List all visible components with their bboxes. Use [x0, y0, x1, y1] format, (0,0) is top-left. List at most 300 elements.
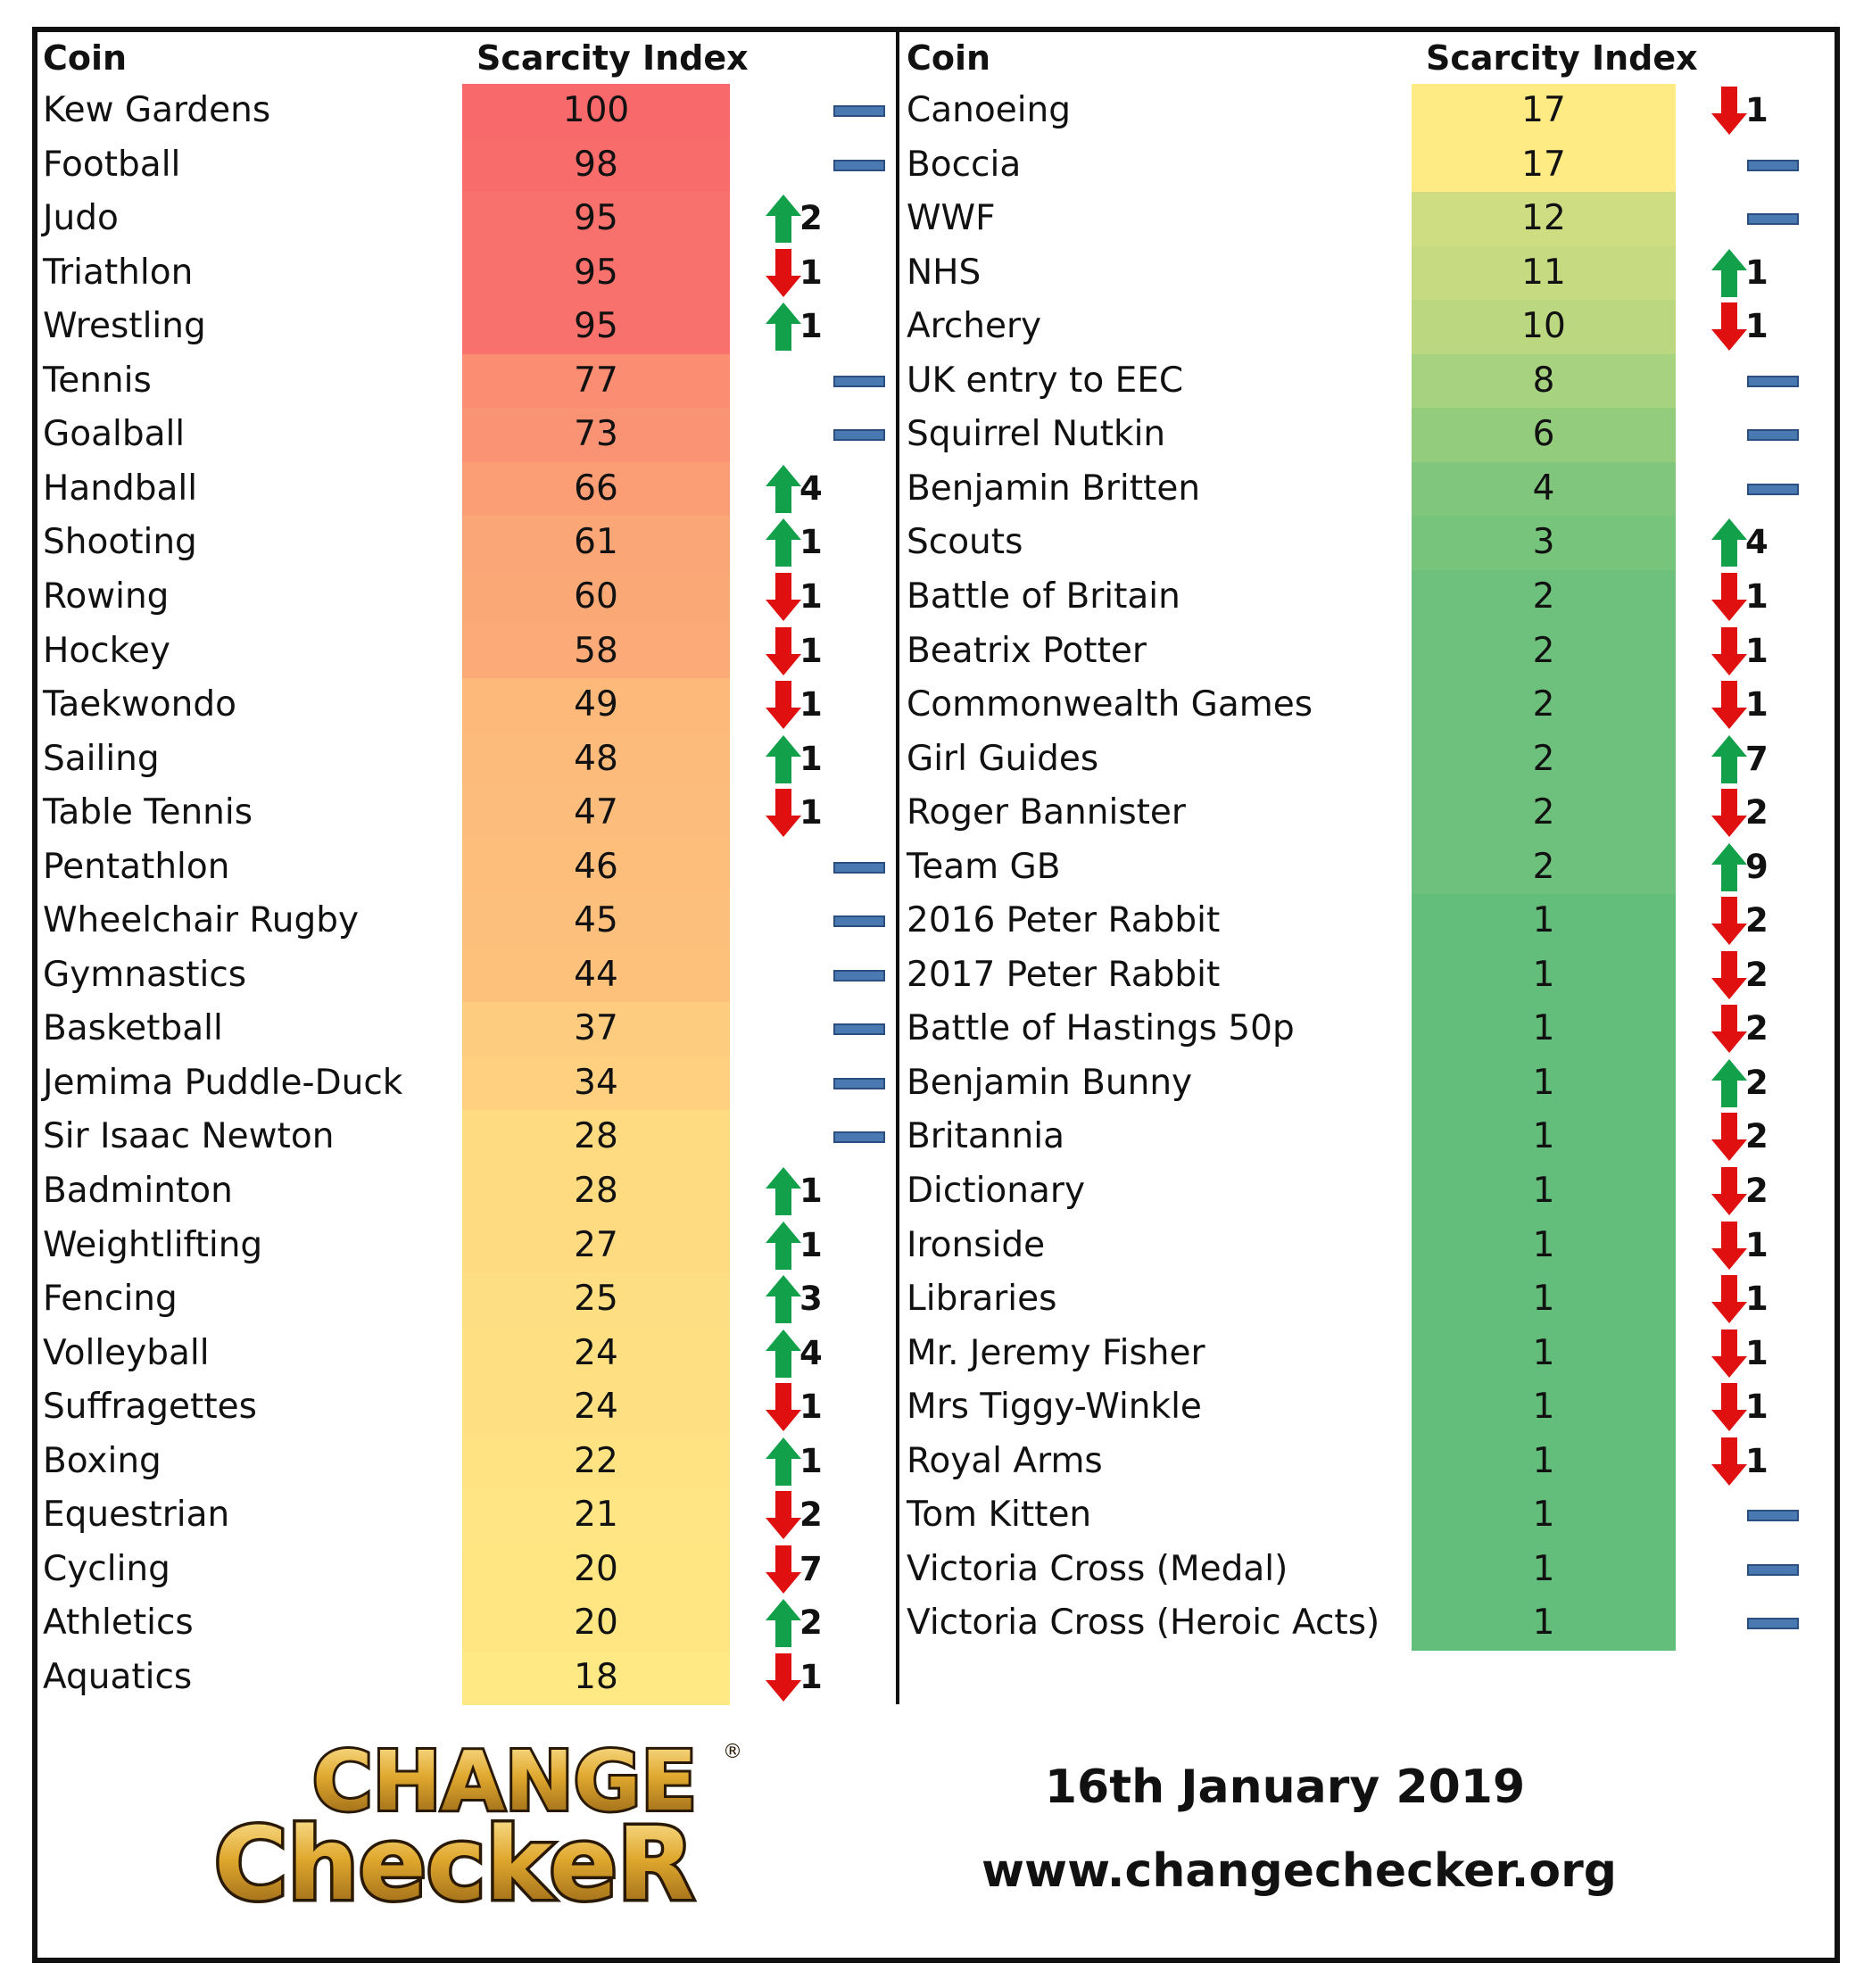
- table-row: [43, 138, 890, 193]
- scarcity-index-cell: 17: [1412, 138, 1676, 193]
- scarcity-index-cell: 1: [1412, 1327, 1676, 1381]
- coin-name: Battle of Britain: [907, 576, 1180, 617]
- rank-change-value: 2: [799, 1495, 823, 1535]
- coin-name: Mr. Jeremy Fisher: [907, 1332, 1205, 1373]
- table-row: [43, 1002, 890, 1056]
- coin-name: Cycling: [43, 1548, 170, 1589]
- rank-change: [766, 300, 864, 353]
- scarcity-index-cell: 20: [462, 1596, 730, 1651]
- table-row: [907, 1110, 1835, 1164]
- scarcity-index-header: Scarcity Index: [476, 38, 749, 78]
- table-row: [43, 300, 890, 354]
- change-checker-logo: [205, 1731, 812, 1909]
- coin-name: Ironside: [907, 1224, 1046, 1265]
- table-row: [907, 1488, 1835, 1543]
- coin-name: Dictionary: [907, 1171, 1086, 1211]
- svg-text:®: ®: [723, 1741, 742, 1763]
- arrow-up-icon: [766, 1437, 801, 1486]
- rank-change-value: 1: [799, 1225, 823, 1264]
- rank-change-value: 4: [799, 468, 823, 508]
- table-row: [43, 733, 890, 787]
- rank-change: [766, 1596, 864, 1650]
- no-change-icon: [833, 105, 885, 117]
- arrow-up-icon: [766, 735, 801, 783]
- table-row: [43, 1543, 890, 1597]
- arrow-down-icon: [1711, 681, 1747, 729]
- table-row: [43, 354, 890, 409]
- table-row: [907, 516, 1835, 570]
- scarcity-index-cell: 2: [1412, 570, 1676, 625]
- arrow-down-icon: [766, 681, 801, 729]
- scarcity-index-cell: 2: [1412, 625, 1676, 679]
- coin-name: Hockey: [43, 630, 170, 671]
- table-row: [43, 1164, 890, 1219]
- coin-name: Squirrel Nutkin: [907, 414, 1166, 455]
- table-row: [43, 1056, 890, 1111]
- table-row: [907, 408, 1835, 462]
- column-divider: [896, 29, 899, 1704]
- rank-change: [766, 1272, 864, 1326]
- scarcity-index-cell: 47: [462, 786, 730, 841]
- table-row: [907, 1596, 1835, 1651]
- scarcity-index-cell: 1: [1412, 1110, 1676, 1164]
- scarcity-index-cell: 1: [1412, 1435, 1676, 1489]
- rank-change: [1711, 1056, 1810, 1110]
- arrow-down-icon: [1711, 789, 1747, 837]
- rank-change: [766, 570, 864, 624]
- rank-change: [766, 246, 864, 300]
- rank-change: [1711, 462, 1810, 516]
- rank-change-value: 1: [1745, 1280, 1768, 1319]
- coin-name: Royal Arms: [907, 1440, 1103, 1481]
- rank-change: [766, 462, 864, 516]
- rank-change: [1711, 1002, 1810, 1056]
- scarcity-index-cell: 37: [462, 1002, 730, 1056]
- svg-text:CheckeR: CheckeR: [214, 1807, 694, 1909]
- rank-change-value: 2: [1745, 901, 1768, 940]
- scarcity-index-cell: 21: [462, 1488, 730, 1543]
- table-row: [907, 1327, 1835, 1381]
- scarcity-index-cell: 24: [462, 1327, 730, 1381]
- coin-name: Wrestling: [43, 306, 206, 347]
- rank-change: [766, 1056, 864, 1110]
- scarcity-index-cell: 12: [1412, 192, 1676, 246]
- arrow-down-icon: [1711, 1329, 1747, 1378]
- scarcity-index-cell: 95: [462, 300, 730, 354]
- rank-change: [1711, 625, 1810, 678]
- table-row: [43, 841, 890, 895]
- table-row: [907, 1543, 1835, 1597]
- rank-change: [766, 1651, 864, 1704]
- table-row: [907, 948, 1835, 1003]
- table-row: [43, 462, 890, 517]
- coin-name: Sir Isaac Newton: [43, 1116, 335, 1157]
- rank-change-value: 2: [1745, 1009, 1768, 1048]
- arrow-down-icon: [766, 1383, 801, 1431]
- rank-change-value: 1: [1745, 1333, 1768, 1372]
- no-change-icon: [833, 376, 885, 387]
- rank-change: [766, 948, 864, 1002]
- rank-change: [766, 1002, 864, 1056]
- rank-change-value: 2: [1745, 955, 1768, 994]
- coin-name: Judo: [43, 198, 119, 239]
- rank-change-value: 1: [799, 1387, 823, 1427]
- table-row: [907, 678, 1835, 733]
- rank-change: [766, 354, 864, 408]
- arrow-down-icon: [1711, 1113, 1747, 1161]
- scarcity-index-cell: 61: [462, 516, 730, 570]
- rank-change: [1711, 1596, 1810, 1650]
- no-change-icon: [833, 915, 885, 927]
- arrow-down-icon: [1711, 627, 1747, 675]
- rank-change: [1711, 1435, 1810, 1488]
- coin-name: Aquatics: [43, 1656, 193, 1697]
- scarcity-index-cell: 98: [462, 138, 730, 193]
- coin-name: 2016 Peter Rabbit: [907, 900, 1221, 941]
- rank-change: [1711, 1327, 1810, 1380]
- rank-change: [1711, 1488, 1810, 1542]
- coin-name: Victoria Cross (Medal): [907, 1548, 1288, 1589]
- table-row: [43, 1219, 890, 1273]
- coin-name: Jemima Puddle-Duck: [43, 1062, 403, 1103]
- coin-name: Pentathlon: [43, 846, 230, 887]
- rank-change: [766, 733, 864, 786]
- arrow-up-icon: [766, 465, 801, 513]
- coin-name: Goalball: [43, 414, 186, 455]
- date-label: 16th January 2019: [1044, 1760, 1526, 1814]
- scarcity-index-cell: 77: [462, 354, 730, 409]
- scarcity-index-cell: 49: [462, 678, 730, 733]
- scarcity-index-cell: 22: [462, 1435, 730, 1489]
- table-row: [907, 1219, 1835, 1273]
- coin-name: Table Tennis: [43, 792, 253, 833]
- rank-change: [766, 1327, 864, 1380]
- scarcity-index-cell: 1: [1412, 1219, 1676, 1273]
- arrow-down-icon: [1711, 951, 1747, 999]
- table-row: [907, 625, 1835, 679]
- arrow-down-icon: [766, 789, 801, 837]
- scarcity-index-cell: 1: [1412, 1380, 1676, 1435]
- table-row: [43, 1110, 890, 1164]
- scarcity-index-cell: 11: [1412, 246, 1676, 301]
- table-row: [43, 1435, 890, 1489]
- rank-change: [766, 408, 864, 461]
- rank-change: [766, 625, 864, 678]
- table-row: [907, 462, 1835, 517]
- arrow-down-icon: [766, 1545, 801, 1594]
- scarcity-index-cell: 45: [462, 894, 730, 948]
- scarcity-index-cell: 48: [462, 733, 730, 787]
- coin-name: Badminton: [43, 1171, 233, 1211]
- scarcity-index-cell: 8: [1412, 354, 1676, 409]
- coin-name: Equestrian: [43, 1495, 230, 1536]
- rank-change-value: 2: [1745, 1172, 1768, 1210]
- rank-change-value: 1: [1745, 1441, 1768, 1480]
- coin-name: Benjamin Britten: [907, 468, 1201, 509]
- rank-change-value: 1: [1745, 1387, 1768, 1427]
- rank-change: [766, 84, 864, 137]
- coin-name: Mrs Tiggy-Winkle: [907, 1387, 1202, 1428]
- table-row: [907, 354, 1835, 409]
- coin-name: Scouts: [907, 522, 1023, 563]
- rank-change: [766, 1435, 864, 1488]
- rank-change: [766, 786, 864, 840]
- table-row: [907, 570, 1835, 625]
- rank-change-value: 1: [799, 576, 823, 616]
- scarcity-index-cell: 4: [1412, 462, 1676, 517]
- arrow-down-icon: [766, 627, 801, 675]
- no-change-icon: [833, 862, 885, 874]
- rank-change-value: 1: [799, 1441, 823, 1480]
- arrow-up-icon: [766, 1275, 801, 1323]
- rank-change: [1711, 1272, 1810, 1326]
- coin-name: NHS: [907, 252, 982, 293]
- arrow-up-icon: [1711, 843, 1747, 891]
- table-row: [43, 1596, 890, 1651]
- scarcity-index-cell: 17: [1412, 84, 1676, 138]
- rank-change: [1711, 408, 1810, 461]
- rank-change: [1711, 192, 1810, 245]
- arrow-down-icon: [766, 249, 801, 297]
- rank-change: [1711, 354, 1810, 408]
- rank-change-value: 1: [799, 685, 823, 725]
- rank-change: [766, 138, 864, 192]
- table-row: [43, 625, 890, 679]
- table-row: [43, 1327, 890, 1381]
- rank-change: [1711, 733, 1810, 786]
- table-row: [907, 1435, 1835, 1489]
- scarcity-index-header: Scarcity Index: [1426, 38, 1698, 78]
- coin-name: Weightlifting: [43, 1224, 263, 1265]
- table-row: [907, 733, 1835, 787]
- no-change-icon: [833, 1023, 885, 1035]
- scarcity-index-cell: 1: [1412, 1272, 1676, 1327]
- rank-change: [1711, 1219, 1810, 1272]
- no-change-icon: [833, 429, 885, 441]
- rank-change-value: 2: [1745, 1063, 1768, 1102]
- coin-header: Coin: [43, 38, 128, 78]
- coin-name: Wheelchair Rugby: [43, 900, 360, 941]
- rank-change-value: 4: [1745, 523, 1768, 562]
- table-row: [43, 948, 890, 1003]
- rank-change-value: 1: [1745, 307, 1768, 346]
- coin-name: Tom Kitten: [907, 1495, 1092, 1536]
- rank-change: [766, 678, 864, 732]
- rank-change: [766, 1380, 864, 1434]
- no-change-icon: [833, 1078, 885, 1089]
- coin-name: Team GB: [907, 846, 1061, 887]
- rank-change-value: 1: [799, 739, 823, 778]
- coin-name: Shooting: [43, 522, 197, 563]
- rank-change: [1711, 570, 1810, 624]
- arrow-down-icon: [1711, 87, 1747, 135]
- table-row: [907, 1380, 1835, 1435]
- svg-text:CHANGE: CHANGE: [312, 1734, 698, 1829]
- scarcity-index-cell: 24: [462, 1380, 730, 1435]
- coin-header: Coin: [907, 38, 991, 78]
- coin-name: Boccia: [907, 144, 1022, 185]
- coin-name: Kew Gardens: [43, 90, 271, 130]
- table-row: [907, 300, 1835, 354]
- arrow-up-icon: [766, 1167, 801, 1215]
- rank-change: [1711, 841, 1810, 894]
- coin-name: WWF: [907, 198, 996, 239]
- coin-name: Suffragettes: [43, 1387, 257, 1428]
- rank-change: [766, 1543, 864, 1596]
- coin-name: Tennis: [43, 360, 152, 401]
- table-row: [43, 516, 890, 570]
- no-change-icon: [1747, 160, 1799, 171]
- scarcity-index-cell: 1: [1412, 948, 1676, 1003]
- arrow-up-icon: [1711, 735, 1747, 783]
- scarcity-index-cell: 18: [462, 1651, 730, 1705]
- scarcity-index-cell: 100: [462, 84, 730, 138]
- no-change-icon: [1747, 1618, 1799, 1629]
- table-row: [43, 192, 890, 246]
- arrow-down-icon: [1711, 1005, 1747, 1053]
- table-row: [907, 84, 1835, 138]
- scarcity-index-cell: 10: [1412, 300, 1676, 354]
- rank-change-value: 9: [1745, 847, 1768, 886]
- rank-change-value: 1: [799, 1657, 823, 1696]
- scarcity-index-cell: 95: [462, 246, 730, 301]
- arrow-down-icon: [1711, 1222, 1747, 1270]
- rank-change-value: 1: [1745, 685, 1768, 725]
- coin-name: Triathlon: [43, 252, 194, 293]
- table-row: [907, 1002, 1835, 1056]
- table-row: [43, 1651, 890, 1705]
- table-row: [43, 246, 890, 301]
- rank-change-value: 1: [799, 793, 823, 832]
- rank-change: [1711, 948, 1810, 1002]
- coin-name: Battle of Hastings 50p: [907, 1008, 1295, 1049]
- table-row: [907, 894, 1835, 948]
- rank-change-value: 4: [799, 1333, 823, 1372]
- arrow-down-icon: [1711, 302, 1747, 351]
- rank-change: [1711, 1110, 1810, 1164]
- scarcity-index-cell: 73: [462, 408, 730, 462]
- table-row: [43, 1380, 890, 1435]
- no-change-icon: [1747, 376, 1799, 387]
- rank-change-value: 1: [1745, 1225, 1768, 1264]
- arrow-down-icon: [1711, 1275, 1747, 1323]
- rank-change: [1711, 1164, 1810, 1218]
- coin-name: Fencing: [43, 1279, 178, 1320]
- no-change-icon: [833, 160, 885, 171]
- arrow-up-icon: [766, 1329, 801, 1378]
- rank-change-value: 2: [1745, 1117, 1768, 1156]
- rank-change: [766, 894, 864, 948]
- rank-change-value: 2: [1745, 793, 1768, 832]
- no-change-icon: [1747, 1564, 1799, 1576]
- scarcity-index-cell: 1: [1412, 894, 1676, 948]
- rank-change-value: 1: [799, 253, 823, 292]
- no-change-icon: [833, 1131, 885, 1143]
- scarcity-index-cell: 27: [462, 1219, 730, 1273]
- scarcity-index-cell: 6: [1412, 408, 1676, 462]
- no-change-icon: [1747, 1510, 1799, 1521]
- coin-name: Basketball: [43, 1008, 223, 1049]
- rank-change-value: 3: [799, 1280, 823, 1319]
- no-change-icon: [833, 970, 885, 982]
- coin-name: Roger Bannister: [907, 792, 1186, 833]
- rank-change-value: 2: [799, 1603, 823, 1643]
- rank-change: [766, 1110, 864, 1164]
- table-row: [907, 841, 1835, 895]
- no-change-icon: [1747, 484, 1799, 495]
- coin-name: Taekwondo: [43, 684, 236, 725]
- coin-name: Commonwealth Games: [907, 684, 1313, 725]
- table-row: [907, 786, 1835, 841]
- rank-change-value: 1: [799, 307, 823, 346]
- rank-change-value: 1: [799, 1172, 823, 1210]
- coin-name: Benjamin Bunny: [907, 1062, 1193, 1103]
- scarcity-index-cell: 2: [1412, 841, 1676, 895]
- scarcity-index-cell: 1: [1412, 1488, 1676, 1543]
- scarcity-index-cell: 2: [1412, 678, 1676, 733]
- coin-name: Football: [43, 144, 181, 185]
- rank-change: [766, 1219, 864, 1272]
- rank-change: [1711, 246, 1810, 300]
- scarcity-index-cell: 25: [462, 1272, 730, 1327]
- rank-change-value: 1: [799, 523, 823, 562]
- coin-name: Libraries: [907, 1279, 1057, 1320]
- coin-name: Athletics: [43, 1603, 194, 1644]
- no-change-icon: [1747, 429, 1799, 441]
- no-change-icon: [1747, 213, 1799, 225]
- rank-change: [1711, 300, 1810, 353]
- table-row: [43, 84, 890, 138]
- scarcity-index-cell: 1: [1412, 1543, 1676, 1597]
- arrow-up-icon: [1711, 249, 1747, 297]
- coin-name: 2017 Peter Rabbit: [907, 954, 1221, 995]
- rank-change-value: 1: [1745, 253, 1768, 292]
- scarcity-index-cell: 58: [462, 625, 730, 679]
- coin-name: Boxing: [43, 1440, 162, 1481]
- arrow-up-icon: [766, 1222, 801, 1270]
- rank-change: [1711, 84, 1810, 137]
- scarcity-index-cell: 2: [1412, 786, 1676, 841]
- arrow-down-icon: [1711, 1167, 1747, 1215]
- table-row: [907, 246, 1835, 301]
- coin-name: Handball: [43, 468, 198, 509]
- coin-name: Sailing: [43, 738, 160, 779]
- table-row: [43, 894, 890, 948]
- coin-name: Archery: [907, 306, 1042, 347]
- table-row: [43, 1488, 890, 1543]
- rank-change-value: 1: [1745, 91, 1768, 129]
- table-row: [907, 1056, 1835, 1111]
- scarcity-index-cell: 1: [1412, 1056, 1676, 1111]
- rank-change: [766, 1488, 864, 1542]
- scarcity-index-cell: 60: [462, 570, 730, 625]
- website-url: www.changechecker.org: [982, 1844, 1617, 1898]
- rank-change-value: 2: [799, 199, 823, 238]
- arrow-up-icon: [1711, 1059, 1747, 1107]
- coin-name: UK entry to EEC: [907, 360, 1184, 401]
- rank-change-value: 1: [1745, 631, 1768, 670]
- coin-name: Volleyball: [43, 1332, 210, 1373]
- arrow-down-icon: [766, 573, 801, 621]
- table-row: [43, 678, 890, 733]
- rank-change: [1711, 1543, 1810, 1596]
- arrow-down-icon: [1711, 897, 1747, 945]
- rank-change: [766, 516, 864, 569]
- scarcity-index-cell: 1: [1412, 1002, 1676, 1056]
- rank-change: [1711, 678, 1810, 732]
- scarcity-index-cell: 34: [462, 1056, 730, 1111]
- arrow-down-icon: [1711, 1437, 1747, 1486]
